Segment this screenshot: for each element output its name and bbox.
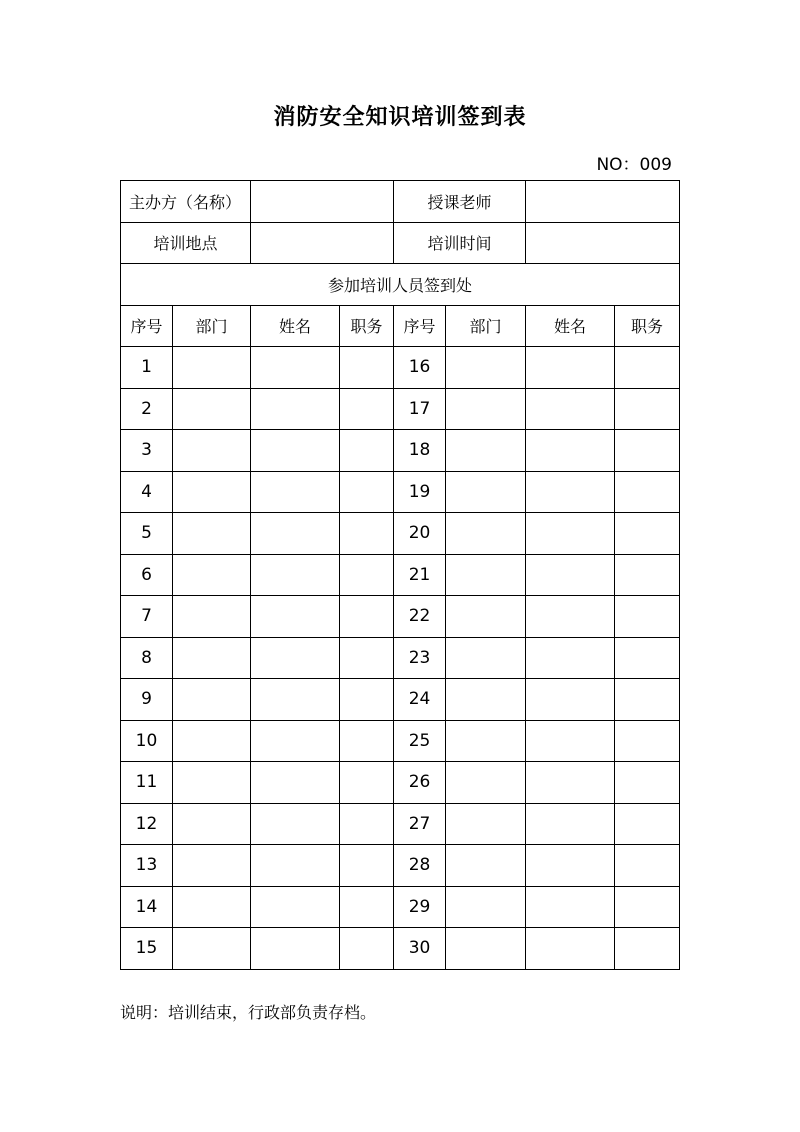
name-field[interactable] <box>526 347 615 389</box>
department-field[interactable] <box>173 886 251 928</box>
column-header: 职务 <box>340 305 394 347</box>
serial-number-cell: 7 <box>121 596 173 638</box>
name-field[interactable] <box>526 845 615 887</box>
department-field[interactable] <box>446 803 526 845</box>
department-field[interactable] <box>446 679 526 721</box>
department-field[interactable] <box>446 471 526 513</box>
serial-number-cell: 10 <box>121 720 173 762</box>
column-header: 姓名 <box>251 305 340 347</box>
teacher-label: 授课老师 <box>394 181 526 223</box>
department-field[interactable] <box>446 554 526 596</box>
position-field[interactable] <box>340 679 394 721</box>
info-row-organizer <box>121 181 680 223</box>
table-row <box>121 928 680 970</box>
serial-number-cell: 21 <box>394 554 446 596</box>
department-field[interactable] <box>446 928 526 970</box>
name-field[interactable] <box>251 388 340 430</box>
table-row <box>121 471 680 513</box>
position-field[interactable] <box>615 762 680 804</box>
position-field[interactable] <box>340 430 394 472</box>
position-field[interactable] <box>340 928 394 970</box>
department-field[interactable] <box>173 679 251 721</box>
name-field[interactable] <box>526 720 615 762</box>
name-field[interactable] <box>526 471 615 513</box>
position-field[interactable] <box>340 845 394 887</box>
department-field[interactable] <box>446 886 526 928</box>
column-header: 职务 <box>615 305 680 347</box>
name-field[interactable] <box>251 347 340 389</box>
serial-number-cell: 8 <box>121 637 173 679</box>
serial-number-cell: 6 <box>121 554 173 596</box>
name-field[interactable] <box>251 513 340 555</box>
position-field[interactable] <box>615 637 680 679</box>
document-number: NO：009 <box>596 155 672 175</box>
table-row <box>121 803 680 845</box>
department-field[interactable] <box>173 845 251 887</box>
table-row <box>121 554 680 596</box>
serial-number-cell: 1 <box>121 347 173 389</box>
serial-number-cell: 16 <box>394 347 446 389</box>
department-field[interactable] <box>173 720 251 762</box>
name-field[interactable] <box>251 845 340 887</box>
teacher-field[interactable] <box>526 181 680 223</box>
name-field[interactable] <box>251 471 340 513</box>
name-field[interactable] <box>526 430 615 472</box>
serial-number-cell: 17 <box>394 388 446 430</box>
location-field[interactable] <box>251 222 394 264</box>
column-header: 部门 <box>446 305 526 347</box>
position-field[interactable] <box>615 471 680 513</box>
position-field[interactable] <box>340 471 394 513</box>
position-field[interactable] <box>615 928 680 970</box>
serial-number-cell: 13 <box>121 845 173 887</box>
position-field[interactable] <box>615 803 680 845</box>
time-field[interactable] <box>526 222 680 264</box>
table-row <box>121 430 680 472</box>
name-field[interactable] <box>251 637 340 679</box>
section-header: 参加培训人员签到处 <box>121 264 680 306</box>
organizer-label: 主办方（名称） <box>121 181 251 223</box>
serial-number-cell: 20 <box>394 513 446 555</box>
column-header-row <box>121 305 680 347</box>
position-field[interactable] <box>615 388 680 430</box>
name-field[interactable] <box>251 679 340 721</box>
department-field[interactable] <box>173 430 251 472</box>
page-title: 消防安全知识培训签到表 <box>273 105 527 130</box>
info-row-location <box>121 222 680 264</box>
table-row <box>121 845 680 887</box>
name-field[interactable] <box>251 596 340 638</box>
department-field[interactable] <box>173 513 251 555</box>
department-field[interactable] <box>173 554 251 596</box>
name-field[interactable] <box>251 928 340 970</box>
table-row <box>121 637 680 679</box>
position-field[interactable] <box>340 388 394 430</box>
column-header: 姓名 <box>526 305 615 347</box>
serial-number-cell: 14 <box>121 886 173 928</box>
footer-note: 说明：培训结束，行政部负责存档。 <box>120 1003 377 1022</box>
table-row <box>121 513 680 555</box>
name-field[interactable] <box>251 803 340 845</box>
table-row <box>121 347 680 389</box>
department-field[interactable] <box>446 430 526 472</box>
department-field[interactable] <box>446 513 526 555</box>
table-row <box>121 720 680 762</box>
position-field[interactable] <box>615 720 680 762</box>
table-row <box>121 679 680 721</box>
serial-number-cell: 12 <box>121 803 173 845</box>
position-field[interactable] <box>615 845 680 887</box>
serial-number-cell: 28 <box>394 845 446 887</box>
position-field[interactable] <box>340 596 394 638</box>
serial-number-cell: 19 <box>394 471 446 513</box>
serial-number-cell: 30 <box>394 928 446 970</box>
department-field[interactable] <box>173 928 251 970</box>
name-field[interactable] <box>526 596 615 638</box>
name-field[interactable] <box>251 886 340 928</box>
name-field[interactable] <box>526 554 615 596</box>
table-row <box>121 886 680 928</box>
column-header: 序号 <box>121 305 173 347</box>
location-label: 培训地点 <box>121 222 251 264</box>
serial-number-cell: 3 <box>121 430 173 472</box>
serial-number-cell: 27 <box>394 803 446 845</box>
position-field[interactable] <box>340 513 394 555</box>
department-field[interactable] <box>446 845 526 887</box>
name-field[interactable] <box>251 762 340 804</box>
position-field[interactable] <box>615 679 680 721</box>
time-label: 培训时间 <box>394 222 526 264</box>
column-header: 部门 <box>173 305 251 347</box>
department-field[interactable] <box>446 637 526 679</box>
name-field[interactable] <box>526 803 615 845</box>
table-row <box>121 596 680 638</box>
department-field[interactable] <box>173 471 251 513</box>
position-field[interactable] <box>340 886 394 928</box>
organizer-field[interactable] <box>251 181 394 223</box>
sign-in-table <box>120 180 680 970</box>
column-header: 序号 <box>394 305 446 347</box>
name-field[interactable] <box>526 886 615 928</box>
serial-number-cell: 9 <box>121 679 173 721</box>
serial-number-cell: 4 <box>121 471 173 513</box>
serial-number-cell: 25 <box>394 720 446 762</box>
serial-number-cell: 29 <box>394 886 446 928</box>
serial-number-cell: 11 <box>121 762 173 804</box>
position-field[interactable] <box>615 596 680 638</box>
name-field[interactable] <box>526 388 615 430</box>
name-field[interactable] <box>526 513 615 555</box>
section-header-row <box>121 264 680 306</box>
serial-number-cell: 18 <box>394 430 446 472</box>
department-field[interactable] <box>173 637 251 679</box>
position-field[interactable] <box>340 720 394 762</box>
name-field[interactable] <box>526 637 615 679</box>
serial-number-cell: 5 <box>121 513 173 555</box>
department-field[interactable] <box>173 596 251 638</box>
serial-number-cell: 26 <box>394 762 446 804</box>
department-field[interactable] <box>446 720 526 762</box>
department-field[interactable] <box>173 803 251 845</box>
name-field[interactable] <box>526 679 615 721</box>
position-field[interactable] <box>615 886 680 928</box>
position-field[interactable] <box>340 347 394 389</box>
position-field[interactable] <box>615 554 680 596</box>
table-row <box>121 388 680 430</box>
position-field[interactable] <box>615 513 680 555</box>
table-row <box>121 762 680 804</box>
name-field[interactable] <box>526 928 615 970</box>
position-field[interactable] <box>340 554 394 596</box>
serial-number-cell: 23 <box>394 637 446 679</box>
serial-number-cell: 15 <box>121 928 173 970</box>
position-field[interactable] <box>615 430 680 472</box>
position-field[interactable] <box>615 347 680 389</box>
position-field[interactable] <box>340 637 394 679</box>
department-field[interactable] <box>446 762 526 804</box>
department-field[interactable] <box>446 596 526 638</box>
department-field[interactable] <box>173 762 251 804</box>
name-field[interactable] <box>251 430 340 472</box>
serial-number-cell: 22 <box>394 596 446 638</box>
department-field[interactable] <box>446 347 526 389</box>
department-field[interactable] <box>173 388 251 430</box>
department-field[interactable] <box>173 347 251 389</box>
position-field[interactable] <box>340 762 394 804</box>
name-field[interactable] <box>526 762 615 804</box>
name-field[interactable] <box>251 720 340 762</box>
serial-number-cell: 24 <box>394 679 446 721</box>
name-field[interactable] <box>251 554 340 596</box>
position-field[interactable] <box>340 803 394 845</box>
serial-number-cell: 2 <box>121 388 173 430</box>
department-field[interactable] <box>446 388 526 430</box>
